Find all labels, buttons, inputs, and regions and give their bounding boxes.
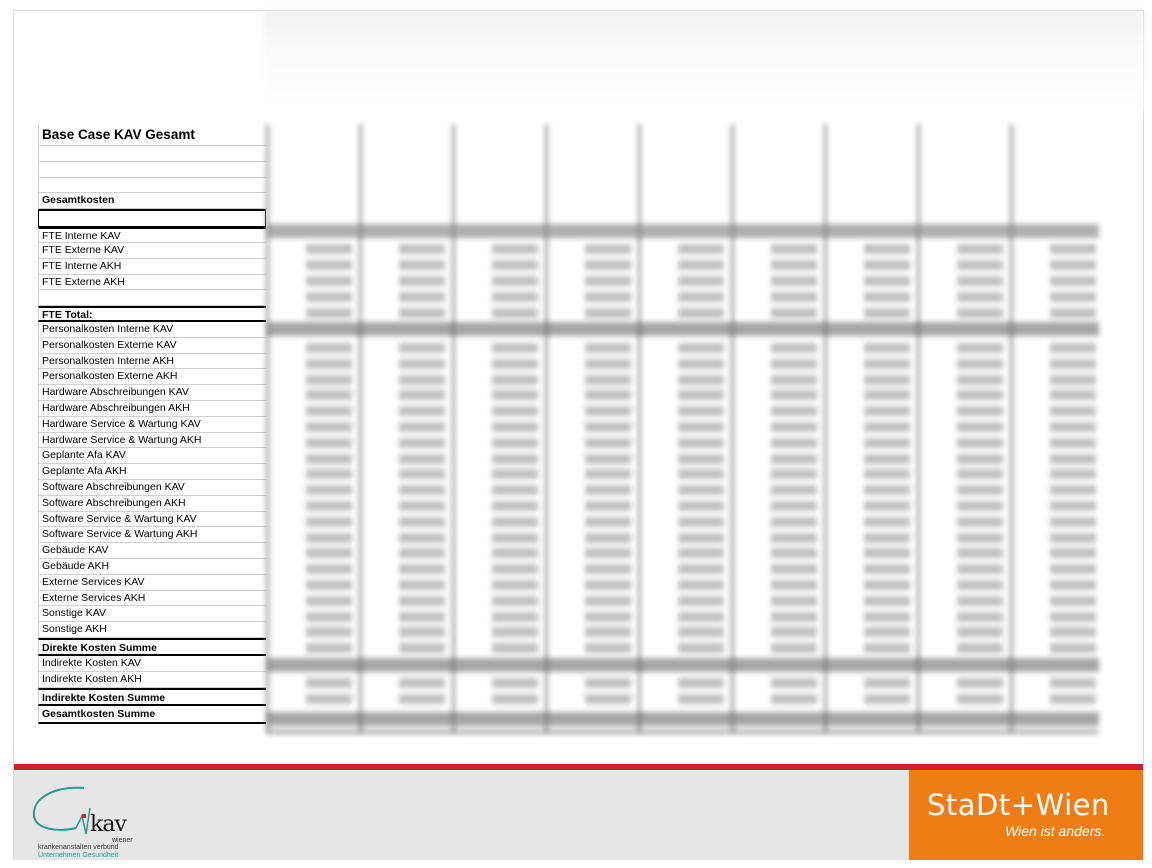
blurred-total-row	[266, 322, 1099, 336]
cost-row: Software Service & Wartung KAV	[38, 512, 266, 528]
blurred-value-row	[266, 564, 1099, 574]
kav-wiener-label: wiener	[112, 837, 133, 844]
fte-row: FTE Interne AKH	[38, 259, 266, 275]
blurred-value-row	[266, 454, 1099, 464]
direct-sum: Direkte Kosten Summe	[38, 638, 266, 656]
stadt-wien-logo	[909, 770, 1143, 860]
cost-row: Personalkosten Externe KAV	[38, 338, 266, 354]
blurred-value-row	[266, 612, 1099, 622]
blurred-value-row	[266, 276, 1099, 286]
row-labels-column	[38, 124, 266, 724]
blurred-value-row	[266, 580, 1099, 590]
cost-row: Hardware Service & Wartung AKH	[38, 433, 266, 449]
blurred-value-row	[266, 643, 1099, 653]
blurred-value-row	[266, 469, 1099, 479]
cost-row: Hardware Abschreibungen AKH	[38, 401, 266, 417]
blurred-value-row	[266, 438, 1099, 448]
empty-row	[38, 146, 266, 162]
footer	[14, 770, 1143, 860]
empty-row	[38, 290, 266, 306]
blurred-value-row	[266, 422, 1099, 432]
cost-row: Sonstige KAV	[38, 606, 266, 622]
blurred-value-row	[266, 343, 1099, 353]
cost-row: Gebäude AKH	[38, 559, 266, 575]
kav-logo	[24, 778, 139, 858]
empty-row	[38, 178, 266, 194]
cost-row: Software Abschreibungen KAV	[38, 480, 266, 496]
blurred-value-row	[266, 375, 1099, 385]
stadt-wien-title: StaDt+Wien	[927, 788, 1110, 822]
blurred-value-row	[266, 359, 1099, 369]
cost-row: Hardware Abschreibungen KAV	[38, 385, 266, 401]
total-sum: Gesamtkosten Summe	[38, 706, 266, 724]
blurred-value-row	[266, 533, 1099, 543]
blurred-value-row	[266, 694, 1099, 704]
cost-row: Software Abschreibungen AKH	[38, 496, 266, 512]
blurred-value-row	[266, 308, 1099, 318]
cost-row: Externe Services AKH	[38, 591, 266, 607]
blurred-value-row	[266, 678, 1099, 688]
kav-slogan-line: Unternehmen Gesundheit	[38, 852, 119, 859]
header-row-box	[38, 209, 266, 227]
blurred-value-row	[266, 501, 1099, 511]
blurred-sum-row	[266, 658, 1099, 672]
blurred-value-row	[266, 548, 1099, 558]
blurred-value-row	[266, 244, 1099, 254]
cost-row: Personalkosten Interne KAV	[38, 322, 266, 338]
blurred-value-row	[266, 627, 1099, 637]
blurred-values-grid	[266, 124, 1099, 734]
blurred-value-row	[266, 596, 1099, 606]
cost-row: Externe Services KAV	[38, 575, 266, 591]
blurred-sum-row	[266, 730, 1099, 734]
table-title: Base Case KAV Gesamt	[38, 124, 266, 146]
blurred-header-area	[264, 11, 1144, 111]
cost-row: Sonstige AKH	[38, 622, 266, 638]
indirect-sum: Indirekte Kosten Summe	[38, 688, 266, 706]
fte-row: FTE Externe KAV	[38, 243, 266, 259]
blurred-value-row	[266, 406, 1099, 416]
blurred-header-row	[266, 224, 1099, 238]
cost-row: Geplante Afa AKH	[38, 464, 266, 480]
blurred-value-row	[266, 260, 1099, 270]
blurred-sum-row	[266, 712, 1099, 726]
stadt-wien-slogan: Wien ist anders.	[1005, 823, 1106, 839]
fte-row: FTE Interne KAV	[38, 227, 266, 243]
section-title: Gesamtkosten	[38, 193, 266, 209]
cost-row: Gebäude KAV	[38, 543, 266, 559]
cost-row: Software Service & Wartung AKH	[38, 527, 266, 543]
cost-row: Hardware Service & Wartung KAV	[38, 417, 266, 433]
blurred-value-row	[266, 390, 1099, 400]
blurred-value-row	[266, 517, 1099, 527]
fte-total: FTE Total:	[38, 306, 266, 322]
cost-row: Geplante Afa KAV	[38, 448, 266, 464]
indirect-row: Indirekte Kosten AKH	[38, 672, 266, 688]
kav-name-line: krankenanstalten verbund	[38, 844, 119, 851]
fte-row: FTE Externe AKH	[38, 275, 266, 291]
empty-row	[38, 162, 266, 178]
blurred-value-row	[266, 292, 1099, 302]
cost-row: Personalkosten Externe AKH	[38, 369, 266, 385]
slide	[13, 10, 1144, 860]
kav-wordmark: kav	[90, 812, 126, 837]
cost-row: Personalkosten Interne AKH	[38, 354, 266, 370]
blurred-value-row	[266, 485, 1099, 495]
indirect-row: Indirekte Kosten KAV	[38, 656, 266, 672]
